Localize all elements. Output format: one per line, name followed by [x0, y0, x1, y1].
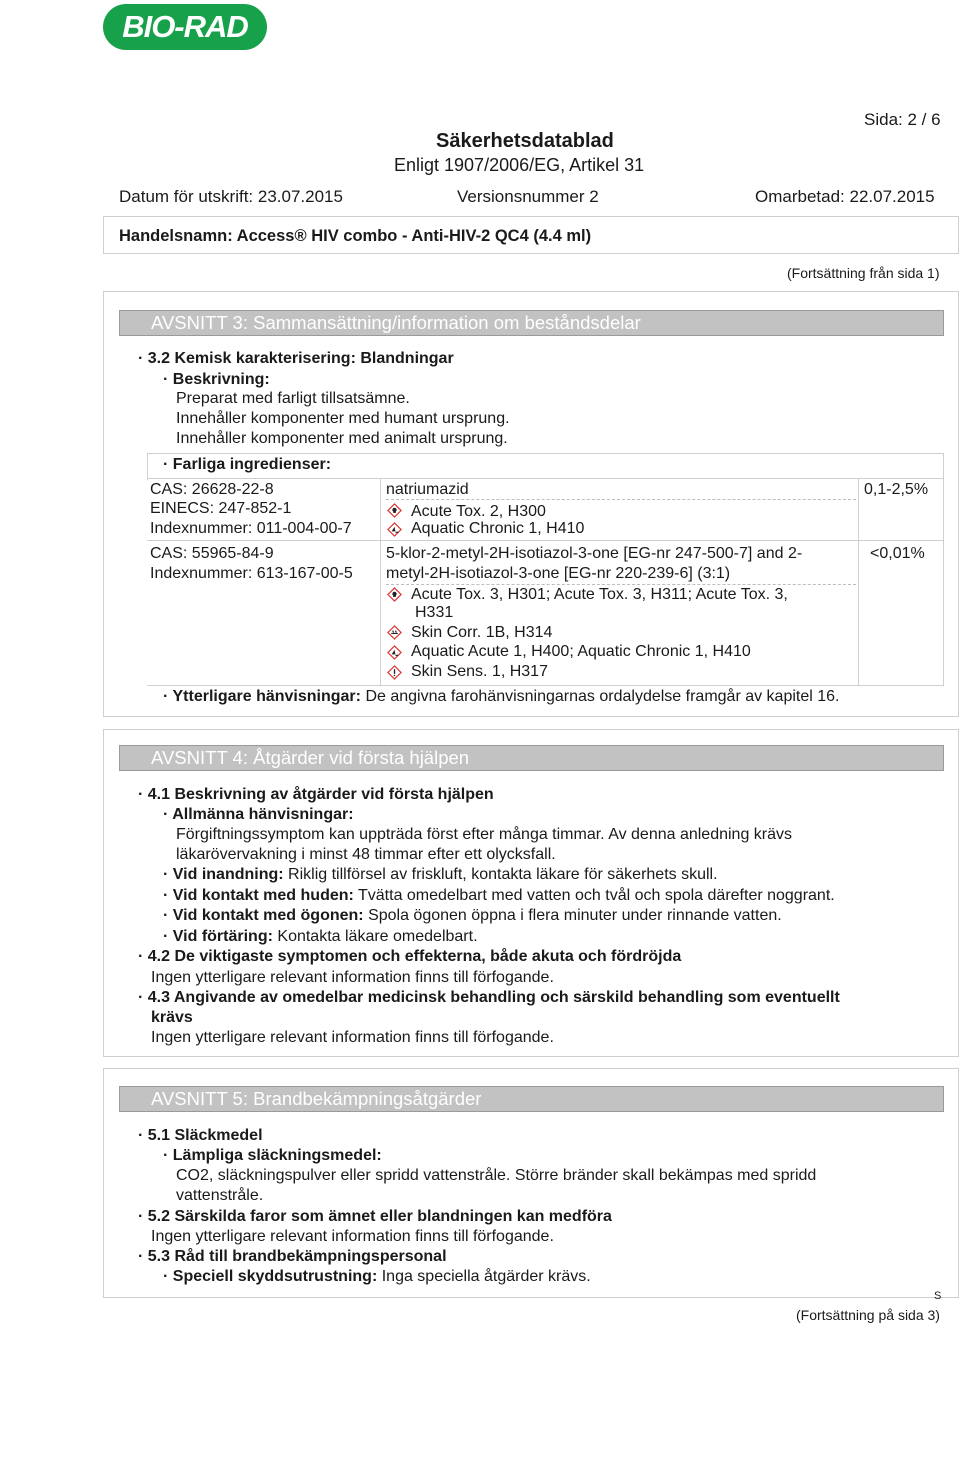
- hazard-statement-continued: H331: [415, 604, 454, 621]
- section-3-title: AVSNITT 3: Sammansättning/information om beståndsdelar: [119, 310, 944, 336]
- table-header-border: [147, 478, 944, 479]
- subsection-5-3: · 5.3 Råd till brandbekämpningspersonal: [138, 1248, 447, 1265]
- skin-contact-advice: · Vid kontakt med huden: Tvätta omedelbart med vatten och tvål och spola därefter noggrant.: [163, 887, 835, 904]
- trade-name: Handelsnamn: Access® HIV combo - Anti-HIV-2 QC4 (4.4 ml): [119, 227, 592, 245]
- inhalation-advice: · Vid inandning: Riklig tillförsel av friskluft, kontakta läkare för säkerhets skull.: [163, 866, 718, 883]
- hazard-statement: Acute Tox. 2, H300: [411, 503, 546, 520]
- skull-icon: [387, 503, 402, 518]
- name-separator: [386, 584, 856, 585]
- document-title: Säkerhetsdatablad: [436, 130, 614, 152]
- subsection-4-2: · 4.2 De viktigaste symptomen och effekterna, både akuta och fördröjda: [138, 948, 682, 965]
- name-separator: [386, 499, 856, 500]
- environment-icon: [387, 645, 402, 660]
- table-top-border: [147, 453, 944, 454]
- skull-icon: [387, 587, 402, 602]
- logo-text: BIO-RAD: [122, 9, 248, 44]
- table-col-divider: [858, 478, 859, 685]
- subsection-5-2-text: Ingen ytterligare relevant information finns till förfogande.: [151, 1228, 554, 1245]
- exclamation-icon: [387, 665, 402, 680]
- ingestion-advice: · Vid förtäring: Kontakta läkare omedelbart.: [163, 928, 478, 945]
- subsection-4-1: · 4.1 Beskrivning av åtgärder vid första hjälpen: [138, 786, 494, 803]
- protective-equipment: · Speciell skyddsutrustning: Inga speciella åtgärder krävs.: [163, 1268, 591, 1285]
- general-advice-label: · Allmänna hänvisningar:: [163, 806, 354, 823]
- further-information: · Ytterligare hänvisningar: De angivna farohänvisningarnas ordalydelse framgår av kapitel 16.: [163, 688, 840, 705]
- table-left-border: [147, 453, 148, 480]
- table-col-divider: [380, 478, 381, 685]
- ingredient-id: EINECS: 247-852-1: [150, 500, 292, 517]
- suitable-extinguishing-label: · Lämpliga släckningsmedel:: [163, 1147, 382, 1164]
- table-right-border: [943, 453, 944, 685]
- concentration: <0,01%: [870, 545, 925, 562]
- revision-date: Omarbetad: 22.07.2015: [755, 187, 935, 206]
- hazard-statement: Acute Tox. 3, H301; Acute Tox. 3, H311; Acute Tox. 3,: [411, 586, 788, 603]
- ingredient-name: natriumazid: [386, 481, 469, 498]
- hazard-statement: Skin Sens. 1, H317: [411, 663, 548, 680]
- description-label: · Beskrivning:: [163, 371, 270, 388]
- version-number: Versionsnummer 2: [457, 187, 599, 206]
- description-line: Preparat med farligt tillsatsämne.: [176, 390, 410, 407]
- subsection-5-2: · 5.2 Särskilda faror som ämnet eller blandningen kan medföra: [138, 1208, 612, 1225]
- subsection-5-1: · 5.1 Släckmedel: [138, 1127, 263, 1144]
- concentration: 0,1-2,5%: [864, 481, 929, 498]
- regulation-reference: Enligt 1907/2006/EG, Artikel 31: [394, 155, 645, 175]
- general-advice-line: Förgiftningssymptom kan uppträda först efter många timmar. Av denna anledning krävs: [176, 826, 793, 843]
- subsection-4-2-text: Ingen ytterligare relevant information finns till förfogande.: [151, 969, 554, 986]
- ingredient-name: metyl-2H-isotiazol-3-one [EG-nr 220-239-6] (3:1): [386, 565, 731, 582]
- hazard-statement: Skin Corr. 1B, H314: [411, 624, 553, 641]
- subsection-4-3: · 4.3 Angivande av omedelbar medicinsk behandling och särskild behandling som eventuellt: [138, 989, 840, 1006]
- ingredient-id: CAS: 26628-22-8: [150, 481, 274, 498]
- bio-rad-logo: [103, 4, 267, 50]
- section-5-title: AVSNITT 5: Brandbekämpningsåtgärder: [119, 1086, 944, 1112]
- table-row-divider: [147, 540, 944, 541]
- ingredient-id: Indexnummer: 011-004-00-7: [150, 520, 352, 537]
- ingredient-id: Indexnummer: 613-167-00-5: [150, 565, 353, 582]
- hazard-statement: Aquatic Acute 1, H400; Aquatic Chronic 1, H410: [411, 643, 751, 660]
- section-4-title: AVSNITT 4: Åtgärder vid första hjälpen: [119, 745, 944, 771]
- corrosion-icon: [387, 625, 402, 640]
- page-number: Sida: 2 / 6: [864, 110, 941, 129]
- continued-from: (Fortsättning från sida 1): [787, 265, 940, 281]
- print-date: Datum för utskrift: 23.07.2015: [119, 187, 343, 206]
- continued-to: (Fortsättning på sida 3): [796, 1307, 940, 1323]
- ingredient-id: CAS: 55965-84-9: [150, 545, 274, 562]
- ingredient-name: 5-klor-2-metyl-2H-isotiazol-3-one [EG-nr 247-500-7] and 2-: [386, 545, 803, 562]
- subsection-3-2: · 3.2 Kemisk karakterisering: Blandningar: [138, 350, 454, 367]
- description-line: Innehåller komponenter med animalt ursprung.: [176, 430, 508, 447]
- table-bottom-border: [147, 685, 944, 686]
- general-advice-line: läkarövervakning i minst 48 timmar efter ett olycksfall.: [176, 846, 556, 863]
- hazard-statement: Aquatic Chronic 1, H410: [411, 520, 585, 537]
- eye-contact-advice: · Vid kontakt med ögonen: Spola ögonen öppna i flera minuter under rinnande vatten.: [163, 907, 782, 924]
- environment-icon: [387, 522, 402, 537]
- subsection-4-3-continued: krävs: [151, 1009, 193, 1026]
- subsection-4-3-text: Ingen ytterligare relevant information finns till förfogande.: [151, 1029, 554, 1046]
- hazardous-ingredients-label: · Farliga ingredienser:: [163, 456, 332, 473]
- description-line: Innehåller komponenter med humant ursprung.: [176, 410, 510, 427]
- suitable-extinguishing-line: vattenstråle.: [176, 1187, 264, 1204]
- suitable-extinguishing-line: CO2, släckningspulver eller spridd vattenstråle. Större bränder skall bekämpas med spridd: [176, 1167, 817, 1184]
- language-code: S: [934, 1290, 942, 1302]
